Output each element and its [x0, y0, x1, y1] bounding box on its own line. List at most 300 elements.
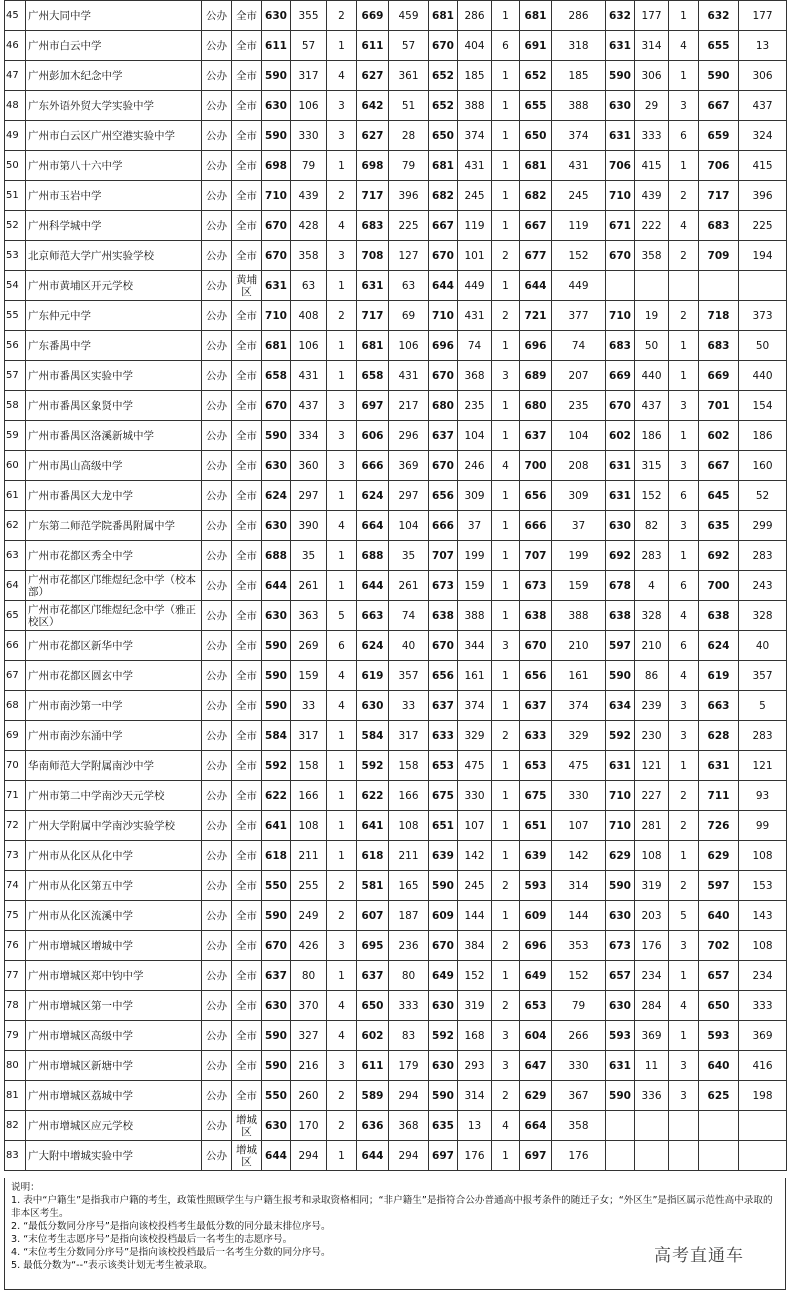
school-nature-cell: 公办	[202, 481, 232, 511]
huji-last-tie-rank-cell: 187	[389, 901, 429, 931]
nonhuji-last-choice-no-cell: 2	[492, 991, 520, 1021]
school-name-cell: 广州市禺山高级中学	[26, 451, 202, 481]
nonhuji-last-tie-rank-cell: 388	[552, 601, 606, 631]
school-nature-cell: 公办	[202, 1081, 232, 1111]
row-index-cell: 54	[5, 271, 26, 301]
huji-min-tie-rank-cell: 294	[291, 1141, 327, 1171]
outside-last-tie-rank-cell: 50	[739, 331, 787, 361]
huji-last-tie-rank-cell: 369	[389, 451, 429, 481]
nonhuji-last-tie-rank-cell: 79	[552, 991, 606, 1021]
nonhuji-last-score-cell: 647	[520, 1051, 552, 1081]
huji-last-score-cell: 708	[357, 241, 389, 271]
row-index-cell: 74	[5, 871, 26, 901]
school-name-cell: 广州市增城区新塘中学	[26, 1051, 202, 1081]
nonhuji-last-score-cell: 666	[520, 511, 552, 541]
outside-last-score-cell: 635	[699, 511, 739, 541]
huji-last-score-cell: 642	[357, 91, 389, 121]
outside-last-score-cell: 619	[699, 661, 739, 691]
huji-min-tie-rank-cell: 106	[291, 331, 327, 361]
outside-last-tie-rank-cell: 186	[739, 421, 787, 451]
huji-min-score-cell: 550	[262, 1081, 291, 1111]
recruit-area-cell: 全市	[232, 901, 262, 931]
nonhuji-min-tie-rank-cell: 168	[458, 1021, 492, 1051]
outside-last-choice-no-cell: 1	[669, 331, 699, 361]
nonhuji-min-tie-rank-cell: 13	[458, 1111, 492, 1141]
outside-last-score-cell: 717	[699, 181, 739, 211]
huji-min-tie-rank-cell: 255	[291, 871, 327, 901]
row-index-cell: 81	[5, 1081, 26, 1111]
school-name-cell: 广东第二师范学院番禺附属中学	[26, 511, 202, 541]
recruit-area-cell: 全市	[232, 571, 262, 601]
nonhuji-last-choice-no-cell: 1	[492, 961, 520, 991]
nonhuji-last-score-cell: 667	[520, 211, 552, 241]
row-index-cell: 51	[5, 181, 26, 211]
nonhuji-last-score-cell: 649	[520, 961, 552, 991]
outside-last-score-cell: 632	[699, 1, 739, 31]
nonhuji-last-tie-rank-cell: 74	[552, 331, 606, 361]
huji-last-score-cell: 630	[357, 691, 389, 721]
huji-last-choice-no-cell: 2	[327, 1081, 357, 1111]
huji-last-choice-no-cell: 4	[327, 61, 357, 91]
outside-last-tie-rank-cell: 243	[739, 571, 787, 601]
huji-min-tie-rank-cell: 426	[291, 931, 327, 961]
huji-min-score-cell: 670	[262, 931, 291, 961]
school-name-cell: 广州市第二中学南沙天元学校	[26, 781, 202, 811]
outside-last-score-cell: 669	[699, 361, 739, 391]
outside-last-choice-no-cell: 1	[669, 151, 699, 181]
nonhuji-min-score-cell: 649	[429, 961, 458, 991]
outside-last-choice-no-cell: 6	[669, 481, 699, 511]
table-row	[5, 1051, 787, 1081]
outside-last-score-cell: 593	[699, 1021, 739, 1051]
school-name-cell: 广州市从化区从化中学	[26, 841, 202, 871]
huji-last-score-cell: 619	[357, 661, 389, 691]
huji-min-tie-rank-cell: 63	[291, 271, 327, 301]
huji-last-score-cell: 683	[357, 211, 389, 241]
huji-min-score-cell: 644	[262, 571, 291, 601]
nonhuji-last-tie-rank-cell: 161	[552, 661, 606, 691]
table-row	[5, 361, 787, 391]
huji-last-choice-no-cell: 1	[327, 361, 357, 391]
school-name-cell: 广州市黄埔区开元学校	[26, 271, 202, 301]
row-index-cell: 60	[5, 451, 26, 481]
nonhuji-last-choice-no-cell: 2	[492, 1081, 520, 1111]
school-name-cell: 广州市花都区圆玄中学	[26, 661, 202, 691]
school-nature-cell: 公办	[202, 541, 232, 571]
nonhuji-last-choice-no-cell: 1	[492, 61, 520, 91]
nonhuji-min-score-cell: 590	[429, 871, 458, 901]
row-index-cell: 70	[5, 751, 26, 781]
outside-last-score-cell: 628	[699, 721, 739, 751]
nonhuji-last-choice-no-cell: 1	[492, 661, 520, 691]
huji-last-choice-no-cell: 2	[327, 1111, 357, 1141]
huji-last-choice-no-cell: 2	[327, 901, 357, 931]
huji-min-tie-rank-cell: 269	[291, 631, 327, 661]
nonhuji-min-score-cell: 609	[429, 901, 458, 931]
nonhuji-min-score-cell: 670	[429, 31, 458, 61]
nonhuji-min-score-cell: 670	[429, 451, 458, 481]
outside-last-choice-no-cell	[669, 1141, 699, 1171]
huji-last-score-cell: 589	[357, 1081, 389, 1111]
huji-min-tie-rank-cell: 327	[291, 1021, 327, 1051]
row-index-cell: 53	[5, 241, 26, 271]
nonhuji-last-choice-no-cell: 2	[492, 721, 520, 751]
school-name-cell: 广州市从化区第五中学	[26, 871, 202, 901]
recruit-area-cell: 全市	[232, 601, 262, 631]
note-item: 3. “末位考生志愿序号”是指向该校投档最后一名考生的志愿序号。	[11, 1234, 293, 1245]
outside-min-score-cell: 634	[606, 691, 635, 721]
huji-last-tie-rank-cell: 158	[389, 751, 429, 781]
recruit-area-cell: 增城区	[232, 1141, 262, 1171]
outside-last-score-cell	[699, 271, 739, 301]
huji-last-choice-no-cell: 4	[327, 211, 357, 241]
huji-last-choice-no-cell: 3	[327, 421, 357, 451]
nonhuji-last-tie-rank-cell: 104	[552, 421, 606, 451]
outside-last-tie-rank-cell: 177	[739, 1, 787, 31]
row-index-cell: 67	[5, 661, 26, 691]
school-name-cell: 广州市南沙东涌中学	[26, 721, 202, 751]
row-index-cell: 69	[5, 721, 26, 751]
outside-last-choice-no-cell: 2	[669, 241, 699, 271]
huji-min-tie-rank-cell: 211	[291, 841, 327, 871]
table-row	[5, 931, 787, 961]
outside-min-tie-rank-cell: 4	[635, 571, 669, 601]
table-row	[5, 601, 787, 631]
huji-last-choice-no-cell: 6	[327, 631, 357, 661]
nonhuji-last-choice-no-cell: 3	[492, 361, 520, 391]
outside-min-tie-rank-cell: 186	[635, 421, 669, 451]
nonhuji-last-score-cell: 697	[520, 1141, 552, 1171]
huji-last-tie-rank-cell: 108	[389, 811, 429, 841]
nonhuji-min-score-cell: 670	[429, 241, 458, 271]
huji-last-choice-no-cell: 1	[327, 541, 357, 571]
huji-min-score-cell: 630	[262, 511, 291, 541]
outside-last-choice-no-cell: 3	[669, 91, 699, 121]
huji-last-choice-no-cell: 1	[327, 751, 357, 781]
huji-last-tie-rank-cell: 74	[389, 601, 429, 631]
outside-min-tie-rank-cell	[635, 1141, 669, 1171]
huji-last-tie-rank-cell: 166	[389, 781, 429, 811]
nonhuji-last-choice-no-cell: 1	[492, 91, 520, 121]
outside-last-choice-no-cell: 3	[669, 931, 699, 961]
huji-last-tie-rank-cell: 127	[389, 241, 429, 271]
outside-min-score-cell: 631	[606, 751, 635, 781]
huji-last-choice-no-cell: 1	[327, 961, 357, 991]
outside-min-score-cell: 710	[606, 181, 635, 211]
outside-min-score-cell: 671	[606, 211, 635, 241]
nonhuji-min-tie-rank-cell: 37	[458, 511, 492, 541]
nonhuji-last-choice-no-cell: 1	[492, 751, 520, 781]
table-row	[5, 91, 787, 121]
huji-min-tie-rank-cell: 431	[291, 361, 327, 391]
school-nature-cell: 公办	[202, 661, 232, 691]
huji-min-score-cell: 658	[262, 361, 291, 391]
nonhuji-last-tie-rank-cell: 314	[552, 871, 606, 901]
nonhuji-last-choice-no-cell: 1	[492, 271, 520, 301]
nonhuji-min-tie-rank-cell: 161	[458, 661, 492, 691]
huji-last-tie-rank-cell: 368	[389, 1111, 429, 1141]
outside-last-choice-no-cell: 1	[669, 361, 699, 391]
nonhuji-min-score-cell: 670	[429, 931, 458, 961]
huji-last-tie-rank-cell: 236	[389, 931, 429, 961]
nonhuji-min-tie-rank-cell: 101	[458, 241, 492, 271]
huji-min-tie-rank-cell: 158	[291, 751, 327, 781]
nonhuji-last-score-cell: 673	[520, 571, 552, 601]
nonhuji-min-score-cell: 651	[429, 811, 458, 841]
outside-min-tie-rank-cell: 203	[635, 901, 669, 931]
huji-min-score-cell: 624	[262, 481, 291, 511]
huji-last-score-cell: 697	[357, 391, 389, 421]
nonhuji-last-choice-no-cell: 3	[492, 1021, 520, 1051]
huji-last-tie-rank-cell: 104	[389, 511, 429, 541]
outside-min-tie-rank-cell	[635, 1111, 669, 1141]
nonhuji-last-choice-no-cell: 2	[492, 931, 520, 961]
row-index-cell: 76	[5, 931, 26, 961]
huji-min-tie-rank-cell: 408	[291, 301, 327, 331]
outside-last-score-cell: 655	[699, 31, 739, 61]
outside-last-choice-no-cell: 1	[669, 61, 699, 91]
outside-last-score-cell: 726	[699, 811, 739, 841]
huji-last-score-cell: 663	[357, 601, 389, 631]
school-nature-cell: 公办	[202, 1, 232, 31]
school-nature-cell: 公办	[202, 1021, 232, 1051]
nonhuji-min-tie-rank-cell: 319	[458, 991, 492, 1021]
huji-last-score-cell: 592	[357, 751, 389, 781]
outside-min-tie-rank-cell: 234	[635, 961, 669, 991]
school-name-cell: 广州市白云区广州空港实验中学	[26, 121, 202, 151]
huji-last-score-cell: 641	[357, 811, 389, 841]
huji-last-tie-rank-cell: 63	[389, 271, 429, 301]
huji-min-score-cell: 611	[262, 31, 291, 61]
recruit-area-cell: 全市	[232, 91, 262, 121]
outside-last-score-cell: 640	[699, 901, 739, 931]
nonhuji-last-tie-rank-cell: 142	[552, 841, 606, 871]
huji-min-tie-rank-cell: 437	[291, 391, 327, 421]
table-row	[5, 241, 787, 271]
outside-last-choice-no-cell: 1	[669, 841, 699, 871]
huji-last-tie-rank-cell: 57	[389, 31, 429, 61]
outside-last-tie-rank-cell: 108	[739, 931, 787, 961]
nonhuji-last-score-cell: 651	[520, 811, 552, 841]
outside-min-tie-rank-cell: 440	[635, 361, 669, 391]
table-row	[5, 151, 787, 181]
outside-min-score-cell: 590	[606, 871, 635, 901]
outside-min-score-cell: 673	[606, 931, 635, 961]
notes-section	[4, 1178, 786, 1290]
huji-min-score-cell: 630	[262, 1, 291, 31]
nonhuji-min-score-cell: 638	[429, 601, 458, 631]
nonhuji-min-score-cell: 630	[429, 991, 458, 1021]
outside-min-tie-rank-cell: 319	[635, 871, 669, 901]
outside-min-tie-rank-cell: 283	[635, 541, 669, 571]
outside-last-choice-no-cell: 4	[669, 601, 699, 631]
row-index-cell: 65	[5, 601, 26, 631]
nonhuji-min-tie-rank-cell: 144	[458, 901, 492, 931]
huji-last-score-cell: 666	[357, 451, 389, 481]
nonhuji-last-choice-no-cell: 1	[492, 901, 520, 931]
school-name-cell: 广州市花都区邝维煜纪念中学（雅正校区）	[26, 601, 202, 631]
school-nature-cell: 公办	[202, 61, 232, 91]
row-index-cell: 63	[5, 541, 26, 571]
nonhuji-last-choice-no-cell: 4	[492, 1111, 520, 1141]
huji-min-tie-rank-cell: 334	[291, 421, 327, 451]
huji-min-score-cell: 590	[262, 1051, 291, 1081]
outside-min-score-cell: 692	[606, 541, 635, 571]
nonhuji-last-score-cell: 644	[520, 271, 552, 301]
huji-last-tie-rank-cell: 357	[389, 661, 429, 691]
huji-last-score-cell: 618	[357, 841, 389, 871]
outside-last-tie-rank-cell: 99	[739, 811, 787, 841]
huji-last-score-cell: 644	[357, 1141, 389, 1171]
nonhuji-min-tie-rank-cell: 475	[458, 751, 492, 781]
outside-min-tie-rank-cell: 152	[635, 481, 669, 511]
outside-last-score-cell: 640	[699, 1051, 739, 1081]
outside-min-score-cell: 590	[606, 1081, 635, 1111]
outside-last-choice-no-cell: 2	[669, 781, 699, 811]
outside-min-tie-rank-cell: 227	[635, 781, 669, 811]
school-name-cell: 广州市增城区第一中学	[26, 991, 202, 1021]
outside-last-score-cell: 709	[699, 241, 739, 271]
huji-min-score-cell: 630	[262, 991, 291, 1021]
nonhuji-last-choice-no-cell: 1	[492, 211, 520, 241]
nonhuji-min-score-cell: 707	[429, 541, 458, 571]
outside-last-choice-no-cell: 1	[669, 1, 699, 31]
recruit-area-cell: 全市	[232, 871, 262, 901]
outside-last-choice-no-cell: 5	[669, 901, 699, 931]
huji-last-choice-no-cell: 1	[327, 1141, 357, 1171]
school-nature-cell: 公办	[202, 571, 232, 601]
outside-last-choice-no-cell: 2	[669, 181, 699, 211]
outside-last-score-cell: 645	[699, 481, 739, 511]
outside-min-score-cell: 657	[606, 961, 635, 991]
recruit-area-cell: 全市	[232, 1051, 262, 1081]
nonhuji-min-score-cell: 682	[429, 181, 458, 211]
huji-last-score-cell: 631	[357, 271, 389, 301]
school-name-cell: 广州市番禺区大龙中学	[26, 481, 202, 511]
huji-last-choice-no-cell: 1	[327, 781, 357, 811]
outside-last-choice-no-cell: 6	[669, 121, 699, 151]
outside-min-tie-rank-cell: 11	[635, 1051, 669, 1081]
table-row	[5, 1141, 787, 1171]
nonhuji-min-tie-rank-cell: 388	[458, 91, 492, 121]
huji-min-score-cell: 550	[262, 871, 291, 901]
huji-last-tie-rank-cell: 225	[389, 211, 429, 241]
nonhuji-last-choice-no-cell: 1	[492, 181, 520, 211]
outside-min-score-cell: 590	[606, 661, 635, 691]
outside-min-score-cell: 597	[606, 631, 635, 661]
huji-min-score-cell: 590	[262, 121, 291, 151]
huji-last-choice-no-cell: 1	[327, 721, 357, 751]
recruit-area-cell: 全市	[232, 661, 262, 691]
nonhuji-min-score-cell: 592	[429, 1021, 458, 1051]
table-row	[5, 781, 787, 811]
outside-last-tie-rank-cell: 198	[739, 1081, 787, 1111]
nonhuji-last-tie-rank-cell: 199	[552, 541, 606, 571]
table-row	[5, 1081, 787, 1111]
nonhuji-last-choice-no-cell: 1	[492, 481, 520, 511]
huji-last-score-cell: 622	[357, 781, 389, 811]
school-nature-cell: 公办	[202, 301, 232, 331]
outside-last-tie-rank-cell: 328	[739, 601, 787, 631]
table-row	[5, 421, 787, 451]
huji-last-choice-no-cell: 4	[327, 691, 357, 721]
row-index-cell: 72	[5, 811, 26, 841]
outside-min-score-cell	[606, 1141, 635, 1171]
school-name-cell: 广州市增城区增城中学	[26, 931, 202, 961]
nonhuji-min-tie-rank-cell: 404	[458, 31, 492, 61]
huji-last-choice-no-cell: 1	[327, 571, 357, 601]
row-index-cell: 83	[5, 1141, 26, 1171]
huji-last-choice-no-cell: 1	[327, 331, 357, 361]
row-index-cell: 48	[5, 91, 26, 121]
outside-last-score-cell: 650	[699, 991, 739, 1021]
outside-last-score-cell: 629	[699, 841, 739, 871]
huji-min-tie-rank-cell: 106	[291, 91, 327, 121]
huji-last-choice-no-cell: 1	[327, 151, 357, 181]
huji-last-score-cell: 606	[357, 421, 389, 451]
school-name-cell: 广州市增城区荔城中学	[26, 1081, 202, 1111]
huji-min-tie-rank-cell: 358	[291, 241, 327, 271]
nonhuji-last-tie-rank-cell: 107	[552, 811, 606, 841]
nonhuji-min-tie-rank-cell: 309	[458, 481, 492, 511]
table-row	[5, 211, 787, 241]
note-item: 5. 最低分数为“--”表示该类计划无考生被录取。	[11, 1260, 213, 1271]
nonhuji-last-tie-rank-cell: 185	[552, 61, 606, 91]
nonhuji-last-tie-rank-cell: 119	[552, 211, 606, 241]
huji-last-tie-rank-cell: 296	[389, 421, 429, 451]
recruit-area-cell: 全市	[232, 61, 262, 91]
nonhuji-last-score-cell: 656	[520, 481, 552, 511]
outside-last-tie-rank-cell: 333	[739, 991, 787, 1021]
recruit-area-cell: 全市	[232, 1, 262, 31]
recruit-area-cell: 黄埔区	[232, 271, 262, 301]
nonhuji-min-tie-rank-cell: 246	[458, 451, 492, 481]
school-name-cell: 广州科学城中学	[26, 211, 202, 241]
row-index-cell: 62	[5, 511, 26, 541]
huji-last-score-cell: 717	[357, 301, 389, 331]
table-row	[5, 271, 787, 301]
school-name-cell: 广州市花都区邝维煜纪念中学（校本部）	[26, 571, 202, 601]
huji-min-score-cell: 641	[262, 811, 291, 841]
huji-min-score-cell: 670	[262, 391, 291, 421]
huji-last-score-cell: 698	[357, 151, 389, 181]
school-name-cell: 广州彭加木纪念中学	[26, 61, 202, 91]
row-index-cell: 50	[5, 151, 26, 181]
huji-min-score-cell: 630	[262, 91, 291, 121]
nonhuji-last-tie-rank-cell: 330	[552, 1051, 606, 1081]
outside-min-tie-rank-cell: 281	[635, 811, 669, 841]
admission-score-table	[4, 0, 787, 1171]
nonhuji-min-tie-rank-cell: 431	[458, 301, 492, 331]
outside-min-score-cell: 630	[606, 901, 635, 931]
nonhuji-last-choice-no-cell: 1	[492, 151, 520, 181]
huji-last-choice-no-cell: 4	[327, 1021, 357, 1051]
table-row	[5, 1111, 787, 1141]
table-row	[5, 1021, 787, 1051]
school-name-cell: 广州市花都区秀全中学	[26, 541, 202, 571]
huji-last-choice-no-cell: 5	[327, 601, 357, 631]
outside-last-tie-rank-cell: 108	[739, 841, 787, 871]
outside-min-tie-rank-cell: 333	[635, 121, 669, 151]
nonhuji-last-tie-rank-cell: 152	[552, 961, 606, 991]
row-index-cell: 73	[5, 841, 26, 871]
nonhuji-last-score-cell: 637	[520, 691, 552, 721]
nonhuji-last-tie-rank-cell: 286	[552, 1, 606, 31]
huji-min-tie-rank-cell: 355	[291, 1, 327, 31]
huji-last-score-cell: 695	[357, 931, 389, 961]
huji-last-tie-rank-cell: 179	[389, 1051, 429, 1081]
school-name-cell: 广州市增城区应元学校	[26, 1111, 202, 1141]
